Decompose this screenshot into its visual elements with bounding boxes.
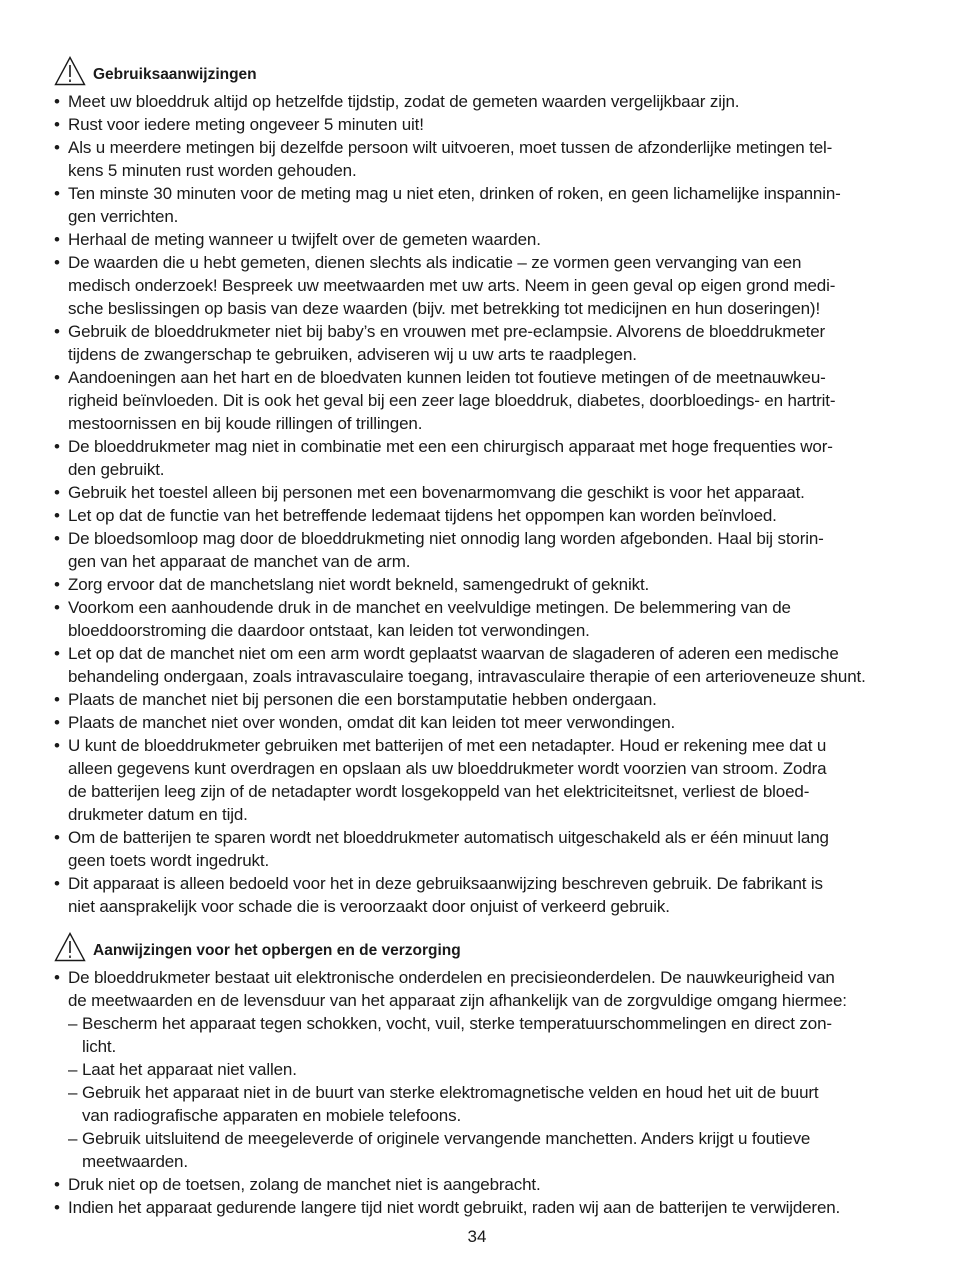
- list-item: [68, 1012, 904, 1058]
- text-line: de meetwaarden en de levensduur van het apparaat zijn afhankelijk van de zorgvuldige omgang hiermee:: [68, 991, 847, 1010]
- storage-care-sublist: [68, 1012, 904, 1173]
- list-item-text: [68, 435, 904, 481]
- text-line: Gebruik de bloeddrukmeter niet bij baby’s en vrouwen met pre-eclampsie. Alvorens de bloeddrukmeter: [68, 322, 826, 341]
- text-line: Als u meerdere metingen bij dezelfde persoon wilt uitvoeren, moet tussen de afzonderlijke metingen tel-: [68, 138, 833, 157]
- text-line: Let op dat de functie van het betreffende ledemaat tijdens het oppompen kan worden beïnvloed.: [68, 506, 777, 525]
- section-heading-storage-care: [54, 928, 904, 962]
- text-line: Indien het apparaat gedurende langere tijd niet wordt gebruikt, raden wij aan de batterijen te verwijderen.: [68, 1198, 841, 1217]
- text-line: De bloedsomloop mag door de bloeddrukmeting niet onnodig lang worden afgebonden. Haal bij storin-: [68, 529, 824, 548]
- text-line: Meet uw bloeddruk altijd op hetzelfde tijdstip, zodat de gemeten waarden vergelijkbaar zijn.: [68, 92, 740, 111]
- bullet-marker: •: [54, 483, 60, 502]
- bullet-marker: •: [54, 529, 60, 548]
- list-item-text: [68, 320, 904, 366]
- list-item: [54, 113, 904, 136]
- text-line: Rust voor iedere meting ongeveer 5 minuten uit!: [68, 115, 424, 134]
- list-item: [68, 1058, 904, 1081]
- text-line: mestoornissen en bij koude rillingen of trillingen.: [68, 414, 423, 433]
- list-item-text: [68, 228, 904, 251]
- list-item-text: [68, 113, 904, 136]
- bullet-marker: •: [54, 230, 60, 249]
- text-line: alleen gegevens kunt overdragen en opslaan als uw bloeddrukmeter wordt voorzien van stroom. Zodra: [68, 759, 827, 778]
- bullet-marker: •: [54, 322, 60, 341]
- document-page: [54, 52, 904, 1219]
- bullet-marker: •: [54, 138, 60, 157]
- list-item: [54, 1173, 904, 1196]
- text-line: van radiografische apparaten en mobiele telefoons.: [82, 1106, 462, 1125]
- bullet-marker: •: [54, 1175, 60, 1194]
- list-item-text: [82, 1127, 904, 1173]
- list-item-text: [68, 366, 904, 435]
- bullet-marker: •: [54, 968, 60, 987]
- list-item: [54, 435, 904, 481]
- warning-triangle-icon: [54, 56, 86, 86]
- list-item: [54, 481, 904, 504]
- list-item-text: [68, 642, 904, 688]
- text-line: Druk niet op de toetsen, zolang de manchet niet is aangebracht.: [68, 1175, 541, 1194]
- list-item: [68, 1127, 904, 1173]
- bullet-marker: •: [54, 736, 60, 755]
- text-line: Plaats de manchet niet over wonden, omdat dit kan leiden tot meer verwondingen.: [68, 713, 676, 732]
- list-item-text: [68, 711, 904, 734]
- list-item-text: [82, 1081, 904, 1127]
- list-item-text: [68, 136, 904, 182]
- list-item: [54, 596, 904, 642]
- list-item: [54, 251, 904, 320]
- text-line: Gebruik uitsluitend de meegeleverde of originele vervangende manchetten. Anders krijgt u foutieve: [82, 1129, 811, 1148]
- dash-marker: –: [68, 1083, 78, 1102]
- list-item: [54, 872, 904, 918]
- list-item-text: [68, 872, 904, 918]
- text-line: Voorkom een aanhoudende druk in de manchet en veelvuldige metingen. De belemmering van de: [68, 598, 791, 617]
- text-line: kens 5 minuten rust worden gehouden.: [68, 161, 357, 180]
- list-item: [54, 90, 904, 113]
- text-line: licht.: [82, 1037, 117, 1056]
- list-item: [54, 1196, 904, 1219]
- bullet-marker: •: [54, 184, 60, 203]
- dash-marker: –: [68, 1060, 78, 1079]
- list-item: [54, 573, 904, 596]
- bullet-marker: •: [54, 506, 60, 525]
- bullet-marker: •: [54, 828, 60, 847]
- text-line: Aandoeningen aan het hart en de bloedvaten kunnen leiden tot foutieve metingen of de meetnauwkeu-: [68, 368, 826, 387]
- section-title: Gebruiksaanwijzingen: [93, 66, 257, 83]
- text-line: geen toets wordt ingedrukt.: [68, 851, 270, 870]
- list-item: [54, 527, 904, 573]
- list-item-text: [68, 182, 904, 228]
- text-line: Om de batterijen te sparen wordt net bloeddrukmeter automatisch uitgeschakeld als er één minuut lang: [68, 828, 829, 847]
- text-line: Dit apparaat is alleen bedoeld voor het in deze gebruiksaanwijzing beschreven gebruik. De fabrikant is: [68, 874, 823, 893]
- list-item: [54, 504, 904, 527]
- dash-marker: –: [68, 1014, 78, 1033]
- bullet-marker: •: [54, 713, 60, 732]
- list-item: [54, 711, 904, 734]
- list-item-text: [68, 573, 904, 596]
- bullet-marker: •: [54, 644, 60, 663]
- list-item-text: [82, 1012, 904, 1058]
- list-item-text: [68, 90, 904, 113]
- text-line: Zorg ervoor dat de manchetslang niet wordt bekneld, samengedrukt of geknikt.: [68, 575, 650, 594]
- list-item-text: [68, 504, 904, 527]
- text-line: den gebruikt.: [68, 460, 165, 479]
- text-line: Laat het apparaat niet vallen.: [82, 1060, 297, 1079]
- bullet-marker: •: [54, 598, 60, 617]
- text-line: Herhaal de meting wanneer u twijfelt over de gemeten waarden.: [68, 230, 541, 249]
- text-line: meetwaarden.: [82, 1152, 188, 1171]
- text-line: Ten minste 30 minuten voor de meting mag u niet eten, drinken of roken, en geen lichamelijke inspannin-: [68, 184, 841, 203]
- list-item: [54, 366, 904, 435]
- text-line: drukmeter datum en tijd.: [68, 805, 248, 824]
- list-item-text: [82, 1058, 904, 1081]
- storage-care-list: [54, 966, 904, 1173]
- section-title: Aanwijzingen voor het opbergen en de verzorging: [93, 942, 461, 959]
- text-line: Plaats de manchet niet bij personen die een borstamputatie hebben ondergaan.: [68, 690, 657, 709]
- bullet-marker: •: [54, 253, 60, 272]
- list-item-text: [68, 826, 904, 872]
- text-line: De waarden die u hebt gemeten, dienen slechts als indicatie – ze vormen geen vervanging van een: [68, 253, 802, 272]
- list-item-text: [68, 734, 904, 826]
- text-line: bloeddoorstroming die daardoor ontstaat, kan leiden tot verwondingen.: [68, 621, 590, 640]
- list-item: [54, 966, 904, 1173]
- text-line: Bescherm het apparaat tegen schokken, vocht, vuil, sterke temperatuurschommelingen en direct zon-: [82, 1014, 832, 1033]
- list-item: [54, 642, 904, 688]
- list-item: [54, 320, 904, 366]
- list-item-text: [68, 481, 904, 504]
- text-line: righeid beïnvloeden. Dit is ook het geval bij een zeer lage bloeddruk, diabetes, doorbloedings- en hartrit-: [68, 391, 836, 410]
- text-line: Let op dat de manchet niet om een arm wordt geplaatst waarvan de slagaderen of aderen een medische: [68, 644, 839, 663]
- warning-triangle-icon: [54, 932, 86, 962]
- list-item: [54, 182, 904, 228]
- bullet-marker: •: [54, 874, 60, 893]
- list-item: [54, 228, 904, 251]
- bullet-marker: •: [54, 115, 60, 134]
- list-item-text: [68, 596, 904, 642]
- text-line: Gebruik het toestel alleen bij personen met een bovenarmomvang die geschikt is voor het apparaat.: [68, 483, 805, 502]
- text-line: gen verrichten.: [68, 207, 179, 226]
- section-heading-usage: [54, 52, 904, 86]
- text-line: gen van het apparaat de manchet van de arm.: [68, 552, 411, 571]
- bullet-marker: •: [54, 690, 60, 709]
- list-item-text: [68, 1196, 904, 1219]
- text-line: behandeling ondergaan, zoals intravasculaire toegang, intravasculaire therapie of een arterioveneuze shunt.: [68, 667, 866, 686]
- dash-marker: –: [68, 1129, 78, 1148]
- text-line: sche beslissingen op basis van deze waarden (bijv. met betrekking tot medicijnen en hun doseringen)!: [68, 299, 821, 318]
- list-item-text: [68, 1173, 904, 1196]
- text-line: De bloeddrukmeter mag niet in combinatie met een een chirurgisch apparaat met hoge frequenties wor-: [68, 437, 833, 456]
- list-item: [54, 688, 904, 711]
- page-number: 34: [467, 1227, 487, 1246]
- list-item-text: [68, 688, 904, 711]
- bullet-marker: •: [54, 368, 60, 387]
- text-line: De bloeddrukmeter bestaat uit elektronische onderdelen en precisieonderdelen. De nauwkeurigheid van: [68, 968, 835, 987]
- bullet-marker: •: [54, 92, 60, 111]
- list-item-text: [68, 527, 904, 573]
- bullet-marker: •: [54, 1198, 60, 1217]
- text-line: de batterijen leeg zijn of de netadapter wordt losgekoppeld van het elektriciteitsnet, verliest de bloed-: [68, 782, 810, 801]
- bullet-marker: •: [54, 575, 60, 594]
- list-item: [68, 1081, 904, 1127]
- bullet-marker: •: [54, 437, 60, 456]
- storage-care-list-continued: [54, 1173, 904, 1219]
- usage-instructions-list: [54, 90, 904, 918]
- list-item: [54, 826, 904, 872]
- list-item-text: [68, 251, 904, 320]
- text-line: U kunt de bloeddrukmeter gebruiken met batterijen of met een netadapter. Houd er rekening mee dat u: [68, 736, 827, 755]
- list-item: [54, 136, 904, 182]
- text-line: tijdens de zwangerschap te gebruiken, adviseren wij u uw arts te raadplegen.: [68, 345, 637, 364]
- text-line: Gebruik het apparaat niet in de buurt van sterke elektromagnetische velden en houd het uit de buurt: [82, 1083, 819, 1102]
- list-item: [54, 734, 904, 826]
- text-line: niet aansprakelijk voor schade die is veroorzaakt door onjuist of verkeerd gebruik.: [68, 897, 670, 916]
- text-line: medisch onderzoek! Bespreek uw meetwaarden met uw arts. Neem in geen geval op eigen grond medi-: [68, 276, 836, 295]
